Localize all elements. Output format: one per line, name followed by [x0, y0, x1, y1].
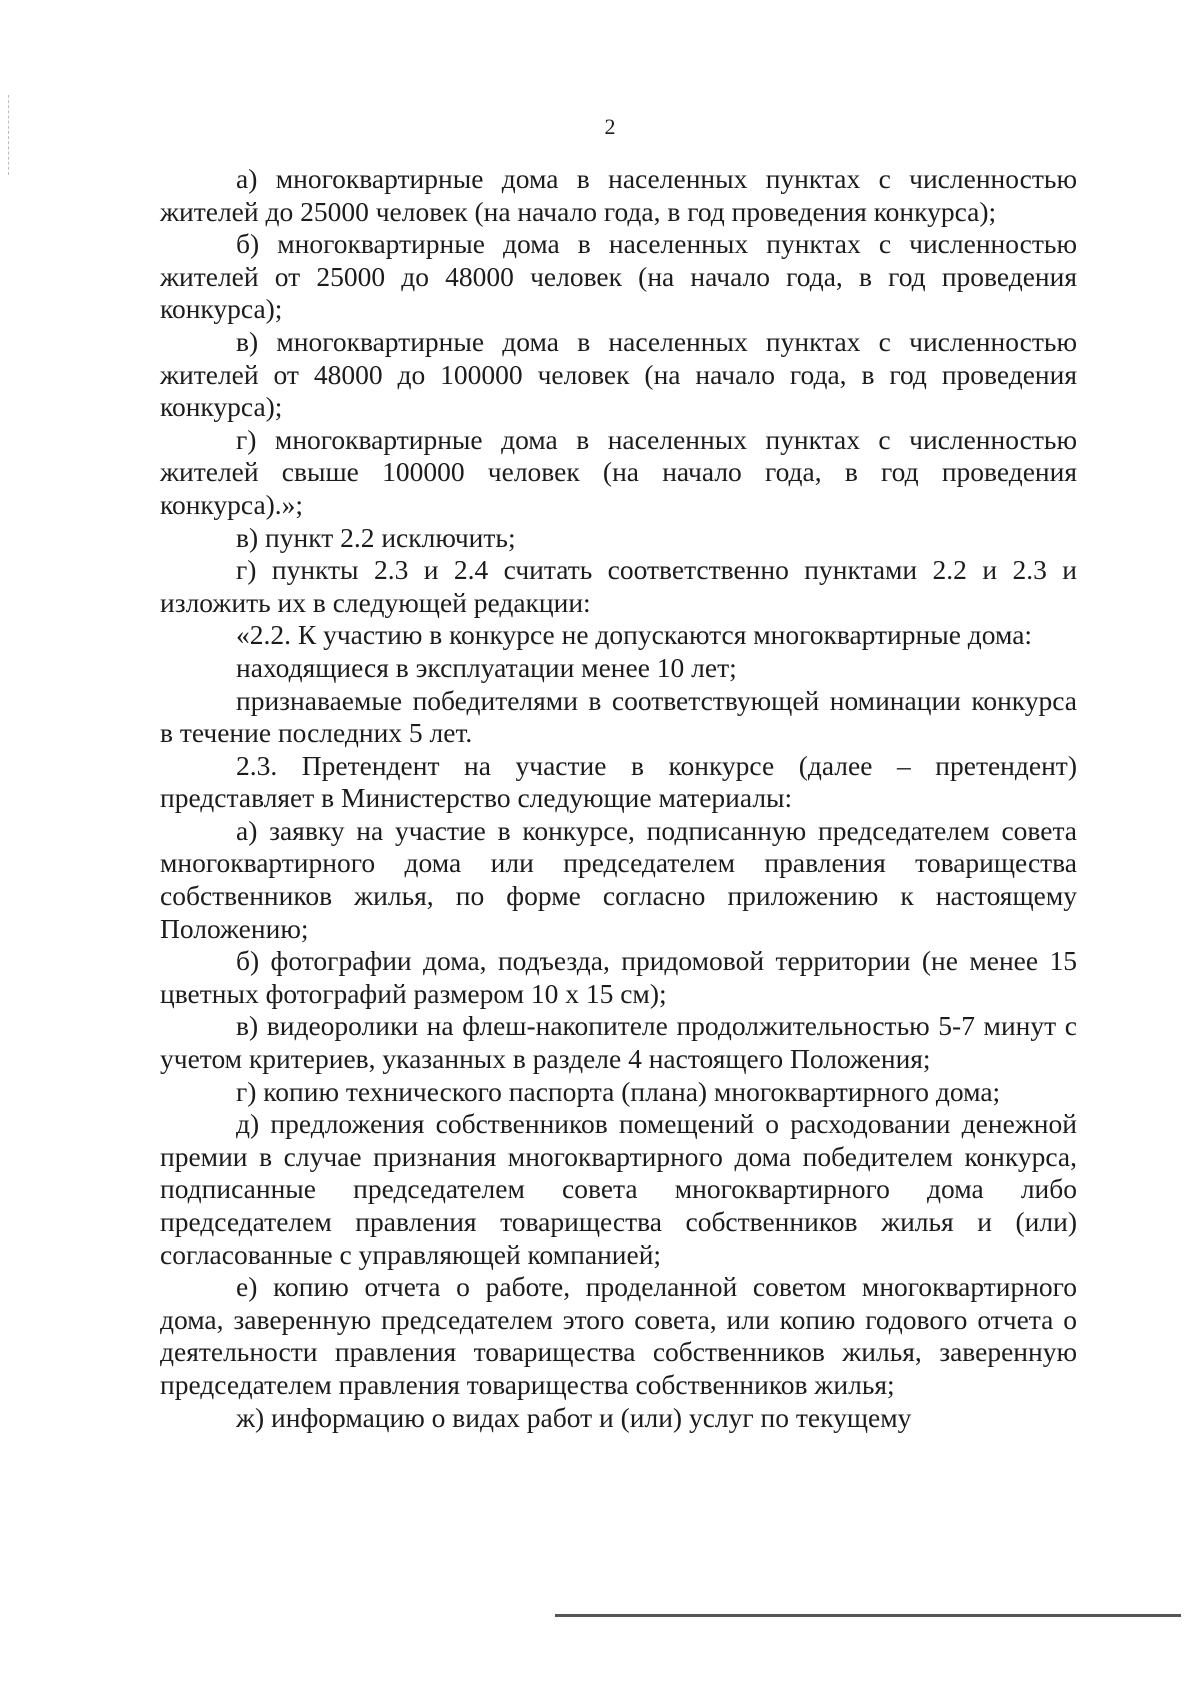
- paragraph-clause-2-3: 2.3. Претендент на участие в конкурсе (далее – претендент) представляет в Министерство следующие материалы:: [160, 749, 1077, 814]
- paragraph-exploitation: находящиеся в эксплуатации менее 10 лет;: [236, 651, 737, 683]
- paragraph-material-a: а) заявку на участие в конкурсе, подписанную председателем совета многоквартирного дома или председателем правления товарищества собственников жилья, по форме согласно приложению к настоящему Положению;: [160, 814, 1077, 944]
- paragraph-material-v: в) видеоролики на флеш-накопителе продолжительностью 5-7 минут с учетом критериев, указанных в разделе 4 настоящего Положения;: [160, 1010, 1077, 1075]
- paragraph-item-a: а) многоквартирные дома в населенных пунктах с численностью жителей до 25000 человек (на начало года, в год проведения конкурса);: [160, 163, 1077, 227]
- paragraph-material-b: б) фотографии дома, подъезда, придомовой территории (не менее 15 цветных фотографий размером 10 х 15 см);: [160, 945, 1077, 1009]
- paragraph-material-e: е) копию отчета о работе, проделанной советом многоквартирного дома, заверенную председателем этого совета, или копию годового отчета о деятельности правления товарищества собственников жилья, заверенную председателем правления товарищества собственников жилья;: [160, 1271, 1077, 1400]
- page-number: 2: [604, 114, 616, 139]
- paragraph-winners: признаваемые победителями в соответствующей номинации конкурса в течение последних 5 лет.: [160, 684, 1077, 749]
- paragraph-points-renumber: г) пункты 2.3 и 2.4 считать соответственно пунктами 2.2 и 2.3 и изложить их в следующей редакции:: [160, 554, 1077, 618]
- paragraph-material-zh: ж) информацию о видах работ и (или) услуг по текущему: [236, 1401, 912, 1433]
- document-body: [160, 163, 1077, 1434]
- paragraph-item-b: б) многоквартирные дома в населенных пунктах с численностью жителей от 25000 до 48000 человек (на начало года, в год проведения конкурса);: [160, 228, 1077, 325]
- scan-bottom-line: [555, 1614, 1181, 1617]
- paragraph-material-d: д) предложения собственников помещений о расходовании денежной премии в случае признания многоквартирного дома победителем конкурса, подписанные председателем совета многоквартирного дома либо председателем правления товарищества собственников жилья и (или) согласованные с управляющей компанией;: [160, 1108, 1077, 1270]
- paragraph-item-v: в) многоквартирные дома в населенных пунктах с численностью жителей от 48000 до 100000 человек (на начало года, в год проведения конкурса);: [160, 325, 1077, 423]
- paragraph-clause-2-2: «2.2. К участию в конкурсе не допускаются многоквартирные дома:: [236, 619, 1033, 651]
- paragraph-point-exclude: в) пункт 2.2 исключить;: [236, 521, 516, 553]
- paragraph-item-g: г) многоквартирные дома в населенных пунктах с численностью жителей свыше 100000 человек (на начало года, в год проведения конкурса).»;: [160, 423, 1077, 520]
- paragraph-material-g: г) копию технического паспорта (плана) многоквартирного дома;: [236, 1075, 1001, 1107]
